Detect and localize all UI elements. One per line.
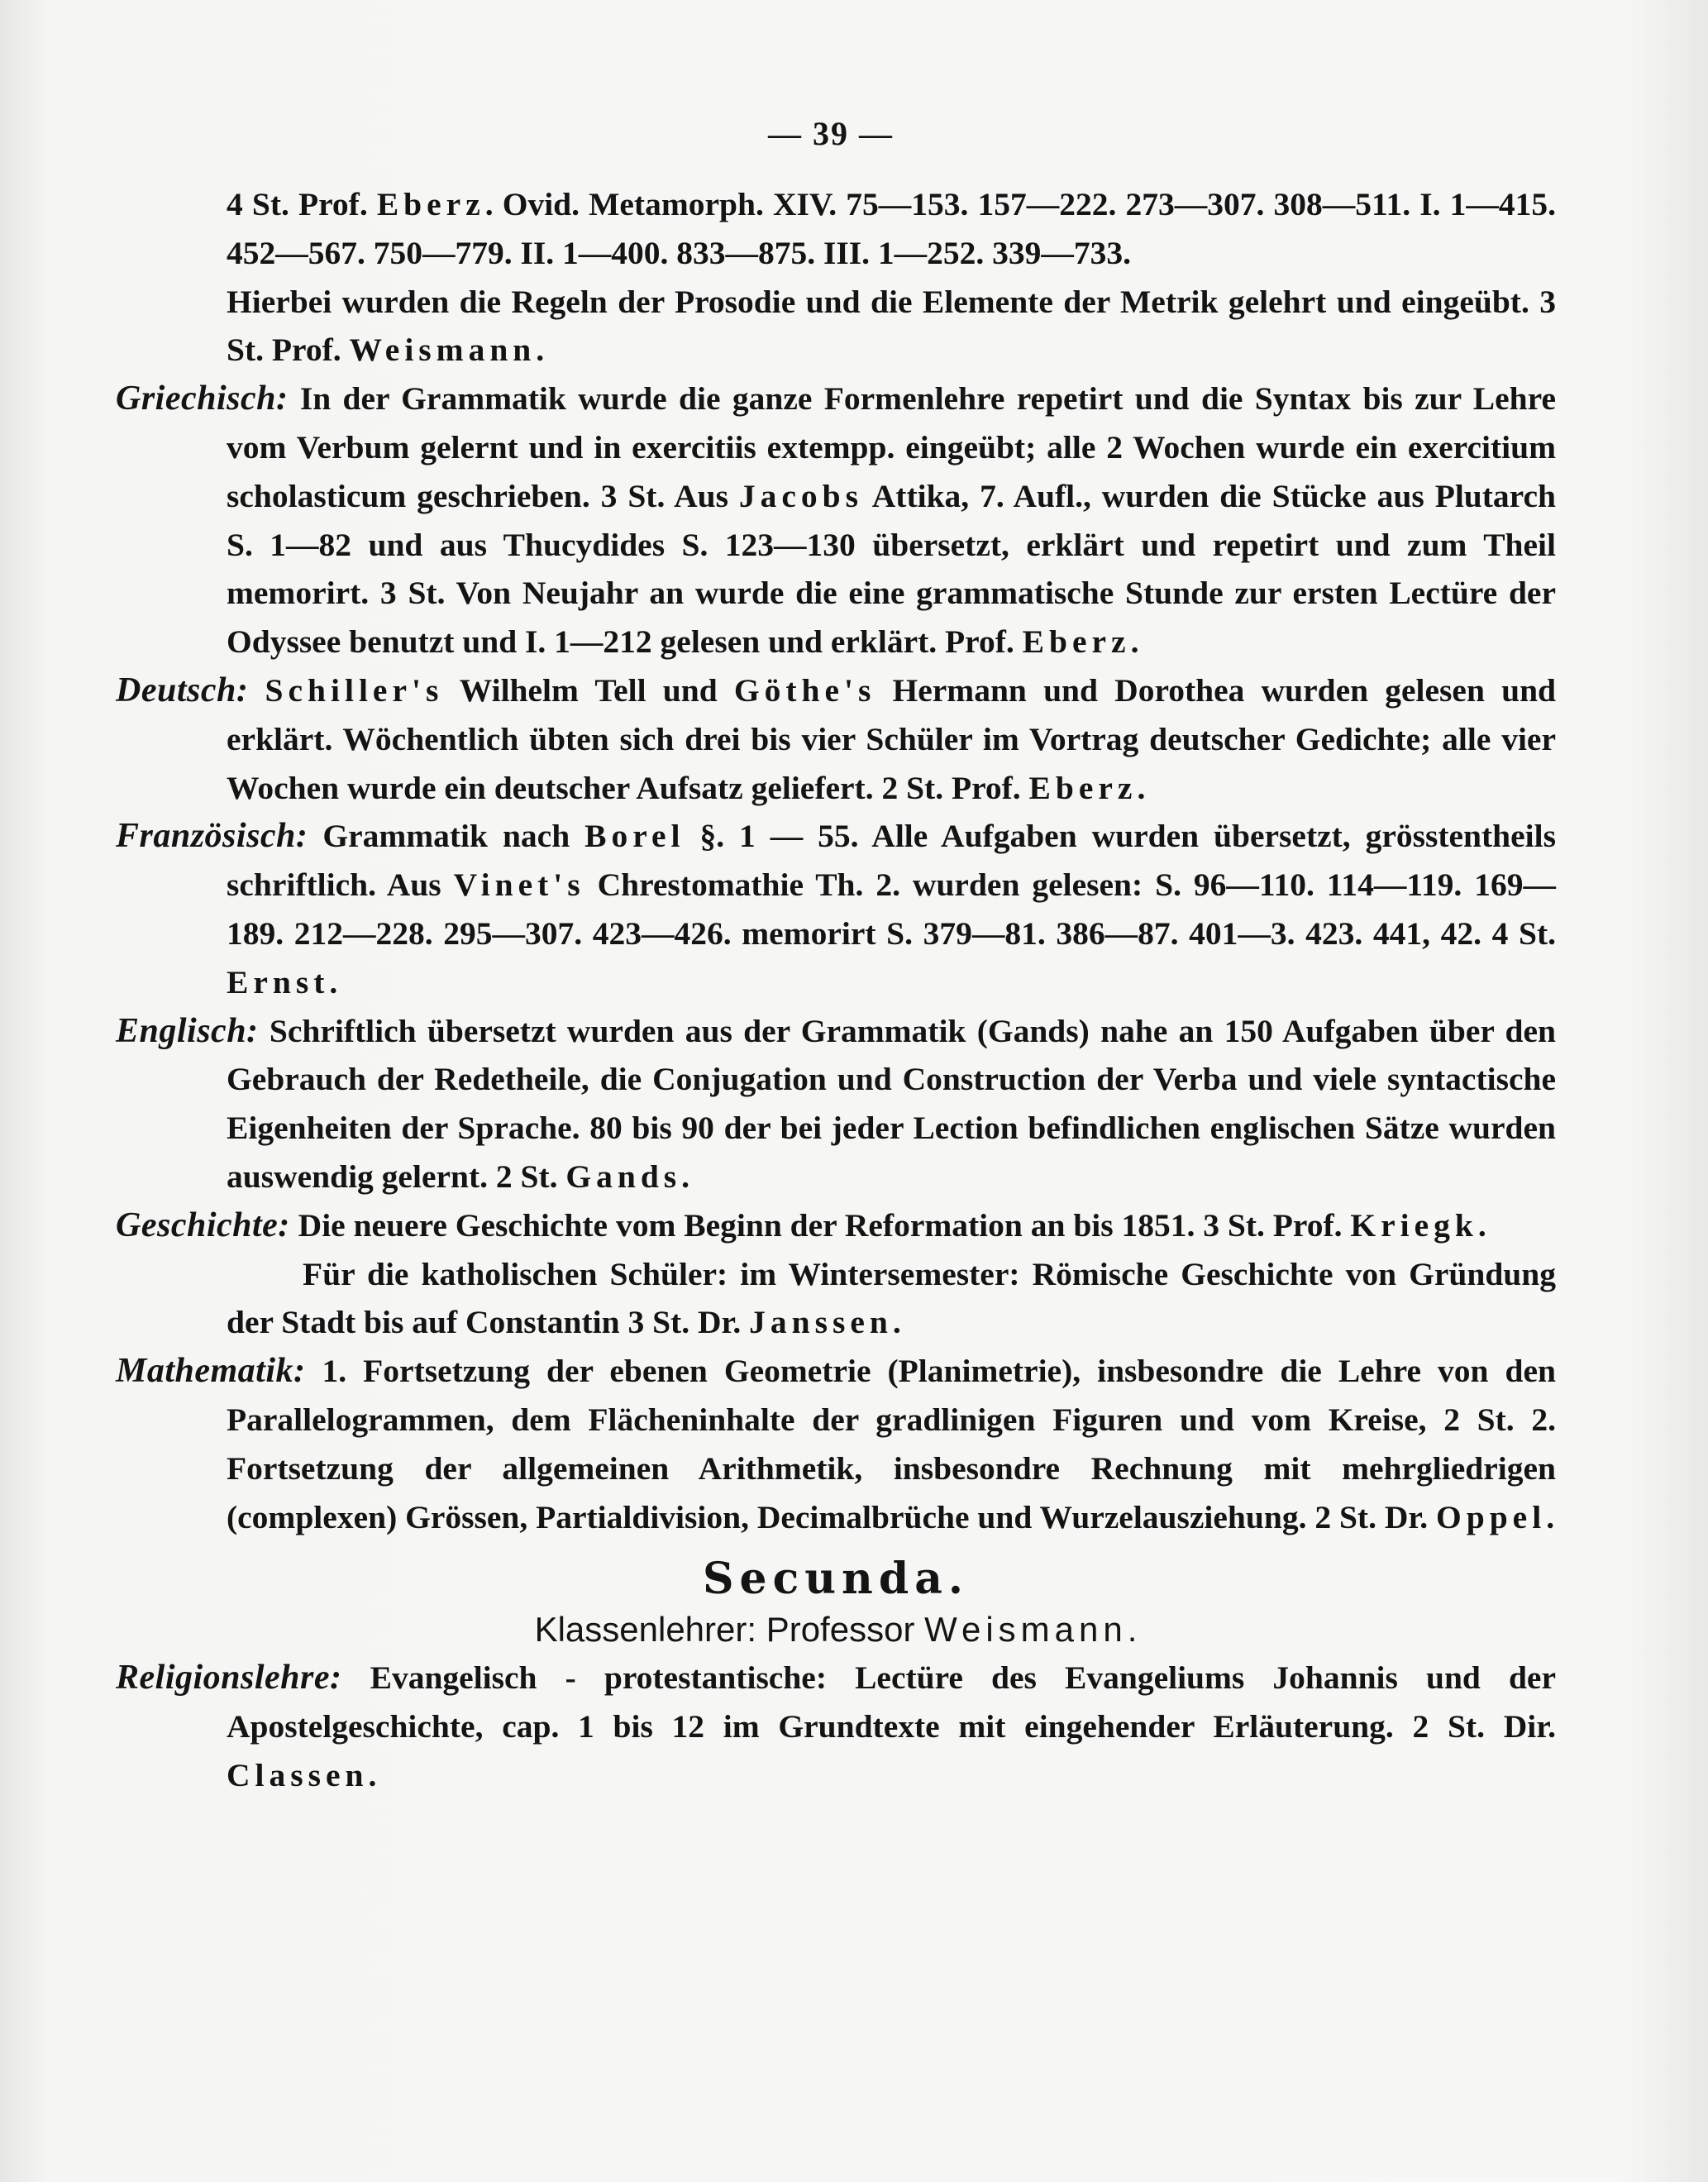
latin-continuation — [116, 180, 1556, 375]
text-span: 1. Fortsetzung der ebenen Geometrie (Planimetrie), insbesondre die Lehre von den Parallelogrammen, dem Flächeninhalte der gradlinigen Figuren und vom Kreise, 2 St. 2. Fortsetzung der allgemeinen Arithmetik, insbesondre Rechnung mit mehrgliedrigen (complexen) Grössen, Partialdivision, Decimalbrüche und Wurzelausziehung. 2 St. Dr. — [227, 1353, 1556, 1535]
text-span: . — [1477, 1206, 1486, 1244]
class-heading-secunda: Secunda. — [702, 1554, 970, 1605]
text-span: . — [681, 1158, 690, 1195]
text-span: Attika, 7. Aufl., wurden die Stücke aus Plutarch S. 1—82 und aus Thucydides S. 123—130 übersetzt, erklärt und repetirt und zum Theil memorirt. 3 St. Von Neujahr an wurde die eine grammatische Stunde zur ersten Lectüre der Odyssee benutzt und I. 1—212 gelesen und erklärt. Prof. — [227, 477, 1556, 661]
text-span: . — [1137, 769, 1146, 806]
subject-label: Englisch: — [116, 1011, 259, 1050]
text-span: §. 1 — 55. Alle Aufgaben wurden übersetzt, grösstentheils schriftlich. Aus — [227, 818, 1556, 904]
teacher-name: Eberz — [1022, 623, 1131, 661]
text-span: Die neuere Geschichte vom Beginn der Reformation an bis 1851. 3 St. Prof. — [289, 1206, 1351, 1244]
text-span: 4 St. Prof. — [227, 186, 377, 222]
text-span: Hermann und Dorothea wurden gelesen und erklärt. Wöchentlich übten sich drei bis vier Schüler im Vortrag deutscher Gedichte; alle vier Wochen wurde ein deutscher Aufsatz geliefert. 2 St. Prof. — [227, 671, 1557, 806]
text-span: . — [536, 332, 545, 369]
text-span: Schriftlich übersetzt wurden aus der Grammatik (Gands) nahe an 150 Aufgaben über den Gebrauch der Redetheile, die Conjugation und Construction der Verba und viele syntactische Eigenheiten der Sprache. 80 bis 90 der bei jeder Lection befindlichen englischen Sätze wurden auswendig gelernt. 2 St. — [227, 1012, 1556, 1195]
author-name: Schiller's — [265, 671, 444, 709]
subject-label: Griechisch: — [116, 380, 289, 418]
text-span: Klassenlehrer: Professor — [534, 1610, 925, 1650]
teacher-name: Weismann — [349, 332, 537, 369]
section-religionslehre — [116, 1654, 1556, 1799]
teacher-name: Weismann — [924, 1610, 1128, 1650]
text-span: Chrestomathie Th. 2. wurden gelesen: S. 96—110. 114—119. 169—189. 212—228. 295—307. 423—426. memorirt S. 379—81. 386—87. 401—3. 423. 441, 42. 4 St. — [227, 867, 1556, 952]
text-span: . — [329, 963, 338, 1000]
class-teacher-line — [116, 1606, 1556, 1654]
teacher-name: Oppel — [1436, 1498, 1547, 1535]
subject-label: Deutsch: — [116, 671, 249, 709]
teacher-name: Ernst — [227, 963, 330, 1000]
section-geschichte — [116, 1201, 1556, 1250]
teacher-name: Eberz — [1028, 769, 1138, 806]
section-deutsch — [116, 666, 1556, 812]
author-name: Borel — [584, 818, 685, 855]
teacher-name: Classen — [227, 1756, 369, 1793]
text-span: In der Grammatik wurde die ganze Formenlehre repetirt und die Syntax bis zur Lehre vom Verbum gelernt und in exercitiis extempp. eingeübt; alle 2 Wochen wurde ein exercitium scholasticum geschrieben. 3 St. Aus — [227, 380, 1556, 514]
text-span: . — [1546, 1498, 1555, 1535]
text-span: . Ovid. Metamorph. XIV. 75—153. 157—222. 273—307. 308—511. I. 1—415. 452—567. 750—779. II. 1—400. 833—875. III. 1—252. 339—733. — [227, 186, 1556, 271]
author-name: Jacobs — [738, 477, 864, 514]
subject-label: Geschichte: — [116, 1206, 290, 1244]
page-content — [116, 180, 1556, 1800]
latin-paragraph-1 — [227, 180, 1556, 278]
section-englisch — [116, 1007, 1556, 1201]
text-span: . — [368, 1756, 377, 1793]
teacher-name: Gands — [565, 1158, 682, 1195]
teacher-name: Eberz — [376, 186, 485, 222]
author-name: Göthe's — [733, 671, 876, 709]
teacher-name: Kriegk — [1350, 1206, 1478, 1244]
section-griechisch — [116, 375, 1556, 666]
text-span: Hierbei wurden die Regeln der Prosodie und die Elemente der Metrik gelehrt und eingeübt. 3 St. Prof. — [227, 283, 1556, 369]
section-franzoesisch — [116, 812, 1556, 1006]
text-span: . — [1130, 623, 1139, 661]
latin-paragraph-2 — [227, 278, 1556, 375]
text-span: Evangelisch - protestantische: Lectüre des Evangeliums Johannis und der Apostelgeschichte, cap. 1 bis 12 im Grundtexte mit eingehender Erläuterung. 2 St. Dir. — [227, 1659, 1556, 1745]
subject-label: Religionslehre: — [116, 1659, 342, 1697]
subject-label: Französisch: — [116, 817, 308, 856]
author-name: Vinet's — [453, 867, 585, 904]
teacher-name: Janssen — [749, 1304, 893, 1341]
text-span: . — [892, 1304, 901, 1341]
text-span: . — [1127, 1610, 1138, 1650]
section-mathematik — [116, 1347, 1556, 1541]
subject-label: Mathematik: — [116, 1352, 306, 1391]
text-span: Für die katholischen Schüler: im Wintersemester: Römische Geschichte von Gründung der Stadt bis auf Constantin 3 St. Dr. — [227, 1255, 1556, 1341]
text-span: Wilhelm Tell und — [443, 671, 734, 709]
geschichte-catholic — [116, 1250, 1556, 1348]
text-span: Grammatik nach — [308, 818, 585, 855]
page-number: — 39 — — [768, 115, 894, 152]
geschichte-catholic-paragraph — [227, 1250, 1556, 1348]
